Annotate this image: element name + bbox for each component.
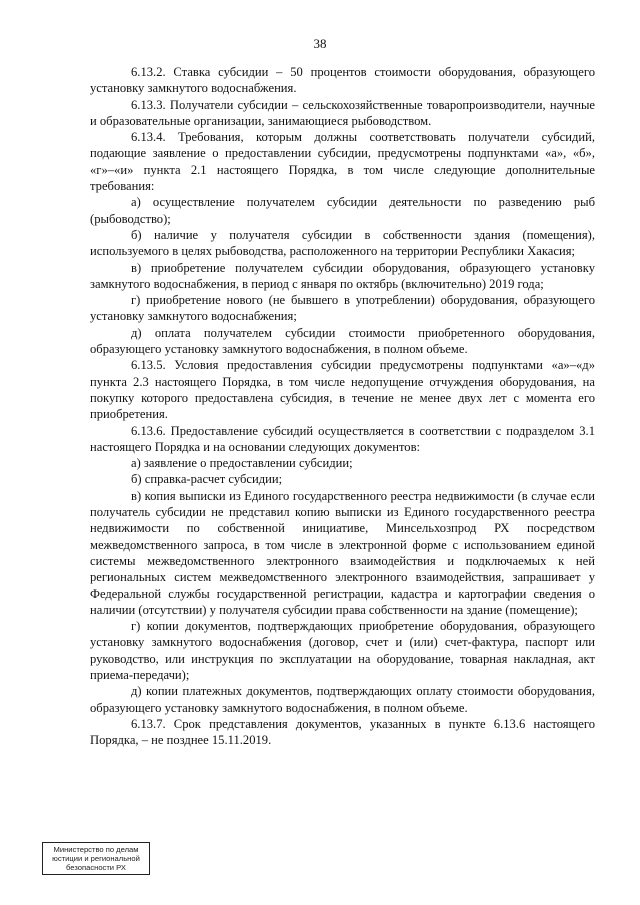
stamp-line-3: безопасности РХ bbox=[66, 863, 126, 872]
stamp-line-2: юстиции и региональной bbox=[52, 854, 140, 863]
paragraph-6-13-4: 6.13.4. Требования, которым должны соответствовать получатели субсидий, подающие заявление о предоставлении субсидии, предусмотрены подпунктами «а», «б», «г»–«и» пункта 2.1 настоящего Порядка, в том числе следующие дополнительные требования: bbox=[90, 130, 595, 194]
document-item-g: г) копии документов, подтверждающих приобретение оборудования, образующего установку замкнутого водоснабжения (договор, счет и (или) счет-фактура, паспорт или руководство, или инструкция по эксплуатации на оборудование, товарная накладная, акт приема-передачи); bbox=[90, 619, 595, 682]
stamp-line-1: Министерство по делам bbox=[53, 845, 139, 854]
requirement-item-a: а) осуществление получателем субсидии деятельности по разведению рыб (рыбоводство); bbox=[90, 195, 595, 226]
requirement-item-d: д) оплата получателем субсидии стоимости приобретенного оборудования, образующего установку замкнутого водоснабжения, в полном объеме. bbox=[90, 325, 595, 357]
requirement-item-v: в) приобретение получателем субсидии оборудования, образующего установку замкнутого водоснабжения, в период с января по октябрь (включительно) 2019 года; bbox=[90, 260, 595, 291]
paragraph-6-13-5: 6.13.5. Условия предоставления субсидии предусмотрены подпунктами «а»–«д» пункта 2.3 настоящего Порядка, в том числе недопущение отчуждения оборудования, на покупку которого предоставлена субсидия, в течение не менее двух лет с момента его приобретения. bbox=[90, 358, 595, 422]
requirement-item-g: г) приобретение нового (не бывшего в употреблении) оборудования, образующего установку замкнутого водоснабжения; bbox=[90, 293, 595, 324]
paragraph-6-13-3: 6.13.3. Получатели субсидии – сельскохозяйственные товаропроизводители, научные и образовательные организации, занимающиеся рыбоводством. bbox=[90, 97, 595, 128]
paragraph-6-13-6: 6.13.6. Предоставление субсидий осуществляется в соответствии с подразделом 3.1 настоящего Порядка и на основании следующих документов: bbox=[90, 423, 595, 454]
ministry-stamp bbox=[42, 842, 150, 875]
document-item-d: д) копии платежных документов, подтверждающих оплату стоимости оборудования, образующего установку замкнутого водоснабжения, в полном объеме. bbox=[90, 684, 595, 715]
document-item-v: в) копия выписки из Единого государственного реестра недвижимости (в случае если получатель субсидии не представил копию выписки из Единого государственного реестра недвижимости по собственной инициативе, Минсельхозпрод РХ посредством межведомственного запроса, в том числе в электронной форме с использованием единой системы межведомственного электронного взаимодействия и подключаемых к ней региональных систем межведомственного электронного взаимодействия, запрашивает у Федеральной службы государственной регистрации, кадастра и картографии сведения о наличии (отсутствии) у получателя субсидии права собственности на здание (помещение); bbox=[90, 488, 595, 617]
document-body bbox=[90, 64, 595, 748]
paragraph-6-13-7: 6.13.7. Срок представления документов, указанных в пункте 6.13.6 настоящего Порядка, – не позднее 15.11.2019. bbox=[90, 716, 595, 748]
requirement-item-b: б) наличие у получателя субсидии в собственности здания (помещения), используемого в целях рыбоводства, расположенного на территории Республики Хакасия; bbox=[90, 227, 595, 259]
paragraph-6-13-2: 6.13.2. Ставка субсидии – 50 процентов стоимости оборудования, образующего установку замкнутого водоснабжения. bbox=[90, 65, 595, 96]
page-number: 38 bbox=[313, 36, 327, 51]
document-item-b: б) справка-расчет субсидии; bbox=[131, 472, 283, 487]
document-item-a: а) заявление о предоставлении субсидии; bbox=[131, 456, 353, 471]
